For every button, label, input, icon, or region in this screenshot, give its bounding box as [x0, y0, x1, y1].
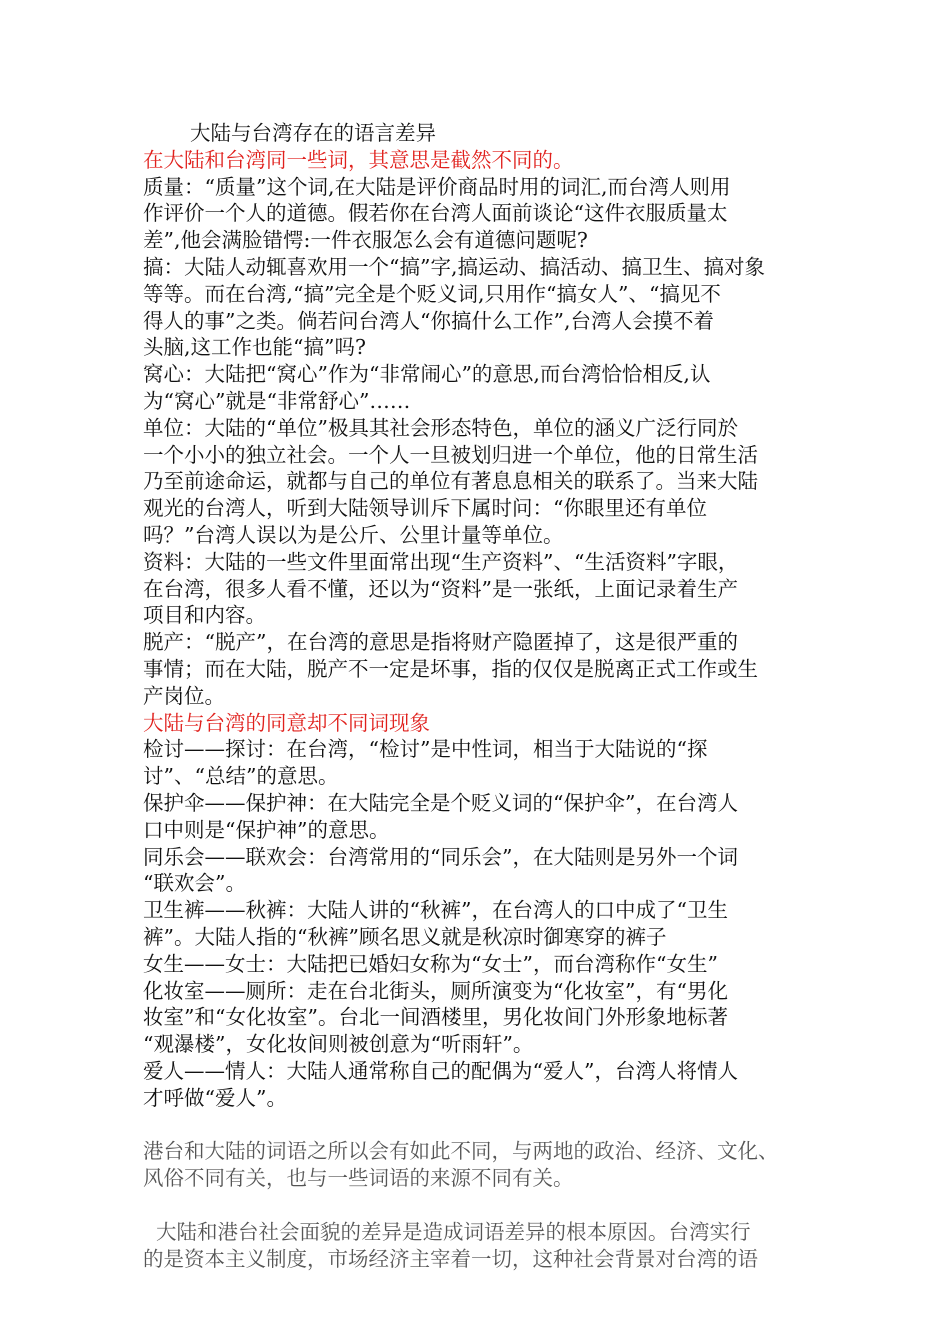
text-line: 女生——女士：大陆把已婚妇女称为“女士”，而台湾称作“女生”: [143, 951, 718, 976]
document-page: [143, 120, 823, 1273]
text-line: 保护伞——保护神：在大陆完全是个贬义词的“保护伞”，在台湾人: [143, 790, 738, 815]
text-line: 化妆室——厕所：走在台北街头，厕所演变为“化妆室”，有“男化: [143, 978, 728, 1003]
text-line: 讨”、“总结”的意思。: [143, 764, 339, 789]
text-line: 妆室”和“女化妆室”。台北一间酒楼里，男化妆间门外形象地标著: [143, 1005, 728, 1030]
paragraph-spacer: [143, 1192, 823, 1219]
text-line: “观瀑楼”，女化妆间则被创意为“听雨轩”。: [143, 1032, 534, 1057]
text-line: 的是资本主义制度，市场经济主宰着一切，这种社会背景对台湾的语: [143, 1246, 758, 1271]
text-line: 单位：大陆的“单位”极具其社会形态特色，单位的涵义广泛行同於: [143, 415, 738, 440]
paragraph-spacer: [143, 1111, 823, 1138]
text-line: 检讨——探讨：在台湾，“检讨”是中性词，相当于大陆说的“探: [143, 737, 708, 762]
document-title: 大陆与台湾存在的语言差异: [190, 121, 436, 145]
text-line: 裤”。大陆人指的“秋裤”顾名思义就是秋凉时御寒穿的裤子: [143, 924, 667, 949]
text-line: 乃至前途命运，就都与自己的单位有著息息相关的联系了。当来大陆: [143, 469, 758, 494]
text-line: 口中则是“保护神”的意思。: [143, 817, 390, 842]
text-line: 作评价一个人的道德。假若你在台湾人面前谈论“这件衣服质量太: [143, 201, 728, 226]
text-line: 风俗不同有关，也与一些词语的来源不同有关。: [143, 1166, 574, 1191]
text-line: “联欢会”。: [143, 871, 246, 896]
text-line: 为“窝心”就是“非常舒心”……: [143, 388, 411, 413]
text-line: 港台和大陆的词语之所以会有如此不同，与两地的政治、经济、文化、: [143, 1139, 779, 1164]
section-heading-same-meaning: 大陆与台湾的同意却不同词现象: [143, 710, 430, 735]
text-line: 差”,他会满脸错愕:一件衣服怎么会有道德问题呢?: [143, 228, 588, 253]
text-line: 质量：“质量”这个词,在大陆是评价商品时用的词汇,而台湾人则用: [143, 174, 731, 199]
text-line: 大陆和港台社会面貌的差异是造成词语差异的根本原因。台湾实行: [143, 1220, 751, 1245]
text-line: 脱产：“脱产”，在台湾的意思是指将财产隐匿掉了，这是很严重的: [143, 630, 738, 655]
text-line: 观光的台湾人，听到大陆领导训斥下属时问：“你眼里还有单位: [143, 496, 707, 521]
section-heading-same-word: 在大陆和台湾同一些词，其意思是截然不同的。: [143, 147, 574, 172]
text-line: 产岗位。: [143, 683, 225, 708]
text-line: 资料：大陆的一些文件里面常出现“生产资料”、“生活资料”字眼，: [143, 549, 739, 574]
text-line: 才呼做“爱人”。: [143, 1085, 287, 1110]
text-line: 吗？”台湾人误以为是公斤、公里计量等单位。: [143, 522, 564, 547]
text-line: 得人的事”之类。倘若问台湾人“你搞什么工作”,台湾人会摸不着: [143, 308, 714, 333]
text-line: 爱人——情人：大陆人通常称自己的配偶为“爱人”，台湾人将情人: [143, 1058, 738, 1083]
text-line: 在台湾，很多人看不懂，还以为“资料”是一张纸，上面记录着生产: [143, 576, 738, 601]
text-line: 一个小小的独立社会。一个人一旦被划归进一个单位，他的日常生活: [143, 442, 758, 467]
text-line: 窝心：大陆把“窝心”作为“非常闹心”的意思,而台湾恰恰相反,认: [143, 362, 711, 387]
text-line: 项目和内容。: [143, 603, 266, 628]
text-line: 等等。而在台湾,“搞”完全是个贬义词,只用作“搞女人”、“搞见不: [143, 281, 721, 306]
text-line: 事情；而在大陆，脱产不一定是坏事，指的仅仅是脱离正式工作或生: [143, 656, 758, 681]
text-line: 搞：大陆人动辄喜欢用一个“搞”字,搞运动、搞活动、搞卫生、搞对象: [143, 254, 765, 279]
text-line: 卫生裤——秋裤：大陆人讲的“秋裤”，在台湾人的口中成了“卫生: [143, 898, 728, 923]
text-line: 同乐会——联欢会：台湾常用的“同乐会”，在大陆则是另外一个词: [143, 844, 738, 869]
text-line: 头脑,这工作也能“搞”吗?: [143, 335, 366, 360]
